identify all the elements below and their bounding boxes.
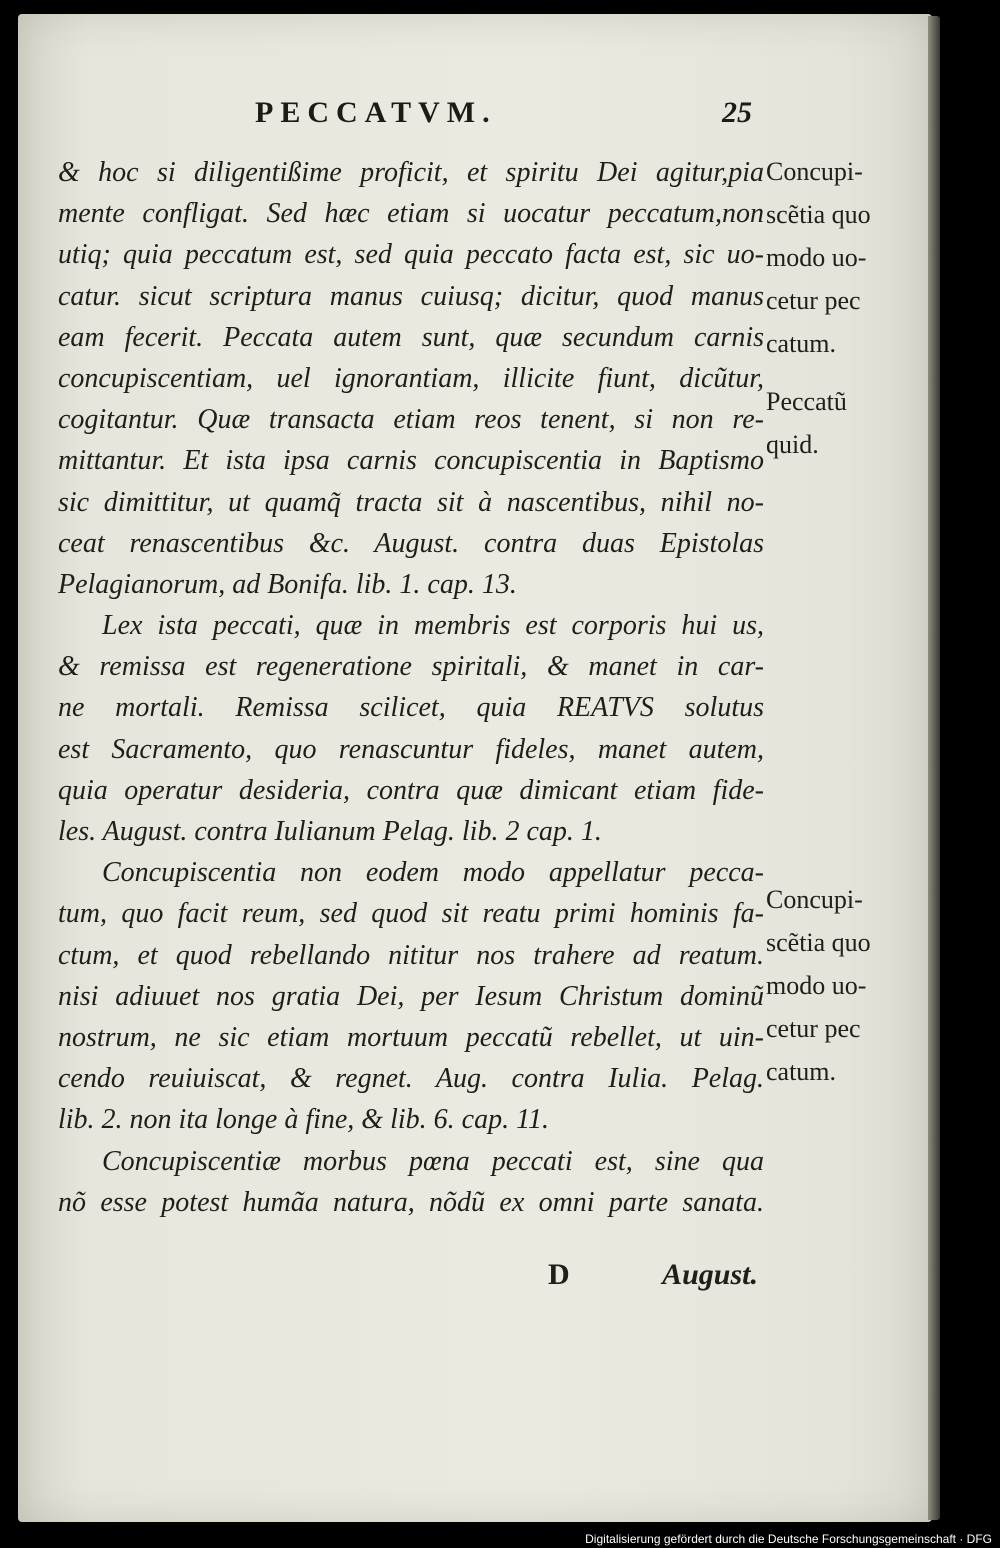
text-line: ne mortali. Remissa scilicet, quia REATVS solutus <box>58 692 764 724</box>
body-text <box>58 152 764 1223</box>
catchline <box>58 1254 764 1296</box>
catchword: August. <box>662 1258 758 1291</box>
text-line: catur. sicut scriptura manus cuiusq; dicitur, quod manus <box>58 280 764 312</box>
text-line: eam fecerit. Peccata autem sunt, quæ secundum carnis <box>58 321 764 353</box>
page-number: 25 <box>722 96 752 129</box>
margin-note-line: scẽtia quo <box>766 928 871 957</box>
margin-note-line: scẽtia quo <box>766 200 871 229</box>
text-line: mittantur. Et ista ipsa carnis concupiscentia in Baptismo <box>58 445 764 477</box>
text-line: mente confligat. Sed hæc etiam si uocatur peccatum,non <box>58 198 764 230</box>
text-line: Concupiscentiæ morbus pœna peccati est, sine qua <box>102 1145 764 1177</box>
text-line: cogitantur. Quæ transacta etiam reos tenent, si non re- <box>58 404 764 436</box>
margin-note-line: Peccatũ <box>766 387 847 416</box>
margin-note-concupiscentia-1 <box>766 150 906 365</box>
margin-note-line: modo uo- <box>766 971 867 1000</box>
text-line: quia operatur desideria, contra quæ dimicant etiam fide- <box>58 774 764 806</box>
text-line: les. August. contra Iulianum Pelag. lib. 2 cap. 1. <box>58 816 602 847</box>
text-line: ceat renascentibus &c. August. contra duas Epistolas <box>58 527 764 559</box>
text-line: nisi adiuuet nos gratia Dei, per Iesum Christum dominũ <box>58 980 764 1012</box>
signature-mark: D <box>548 1258 570 1291</box>
text-line: est Sacramento, quo renascuntur fideles, manet autem, <box>58 733 764 765</box>
text-line: Lex ista peccati, quæ in membris est corporis hui us, <box>102 610 764 642</box>
text-line: sic dimittitur, ut quamq̃ tracta sit à nascentibus, nihil no- <box>58 486 764 518</box>
margin-note-line: catum. <box>766 1057 837 1086</box>
text-line: Concupiscentia non eodem modo appellatur pecca- <box>102 857 764 889</box>
text-line: concupiscentiam, uel ignorantiam, illicite fiunt, dicũtur, <box>58 362 764 394</box>
page-edge <box>928 16 940 1520</box>
margin-note-line: quid. <box>766 430 819 459</box>
margin-note-line: cetur pec <box>766 1014 861 1043</box>
margin-note-line: cetur pec <box>766 286 861 315</box>
text-line: nõ esse potest humãa natura, nõdũ ex omni parte sanata. <box>58 1186 764 1218</box>
text-line: tum, quo facit reum, sed quod sit reatu primi hominis fa- <box>58 898 764 930</box>
digitization-credit: Digitalisierung gefördert durch die Deutsche Forschungsgemeinschaft · DFG <box>585 1532 992 1546</box>
text-line: & remissa est regeneratione spiritali, & manet in car- <box>58 651 764 683</box>
text-line: & hoc si diligentißime proficit, et spiritu Dei agitur,pia <box>58 157 764 188</box>
text-line: lib. 2. non ita longe à fine, & lib. 6. cap. 11. <box>58 1104 549 1136</box>
running-head: PECCATVM. <box>255 96 497 129</box>
margin-note-concupiscentia-2 <box>766 878 906 1093</box>
margin-note-line: catum. <box>766 329 837 358</box>
text-line: utiq; quia peccatum est, sed quia peccato facta est, sic uo- <box>58 239 764 271</box>
text-line: Pelagianorum, ad Bonifa. lib. 1. cap. 13. <box>58 568 517 600</box>
margin-note-line: Concupi- <box>766 885 863 914</box>
text-line: ctum, et quod rebellando nititur nos trahere ad reatum. <box>58 939 764 971</box>
text-line: nostrum, ne sic etiam mortuum peccatũ rebellet, ut uin- <box>58 1021 764 1053</box>
margin-note-line: modo uo- <box>766 243 867 272</box>
margin-note-line: Concupi- <box>766 157 863 186</box>
text-line: cendo reuiuiscat, & regnet. Aug. contra Iulia. Pelag. <box>58 1063 764 1095</box>
margin-note-peccatum-quid <box>766 380 906 466</box>
